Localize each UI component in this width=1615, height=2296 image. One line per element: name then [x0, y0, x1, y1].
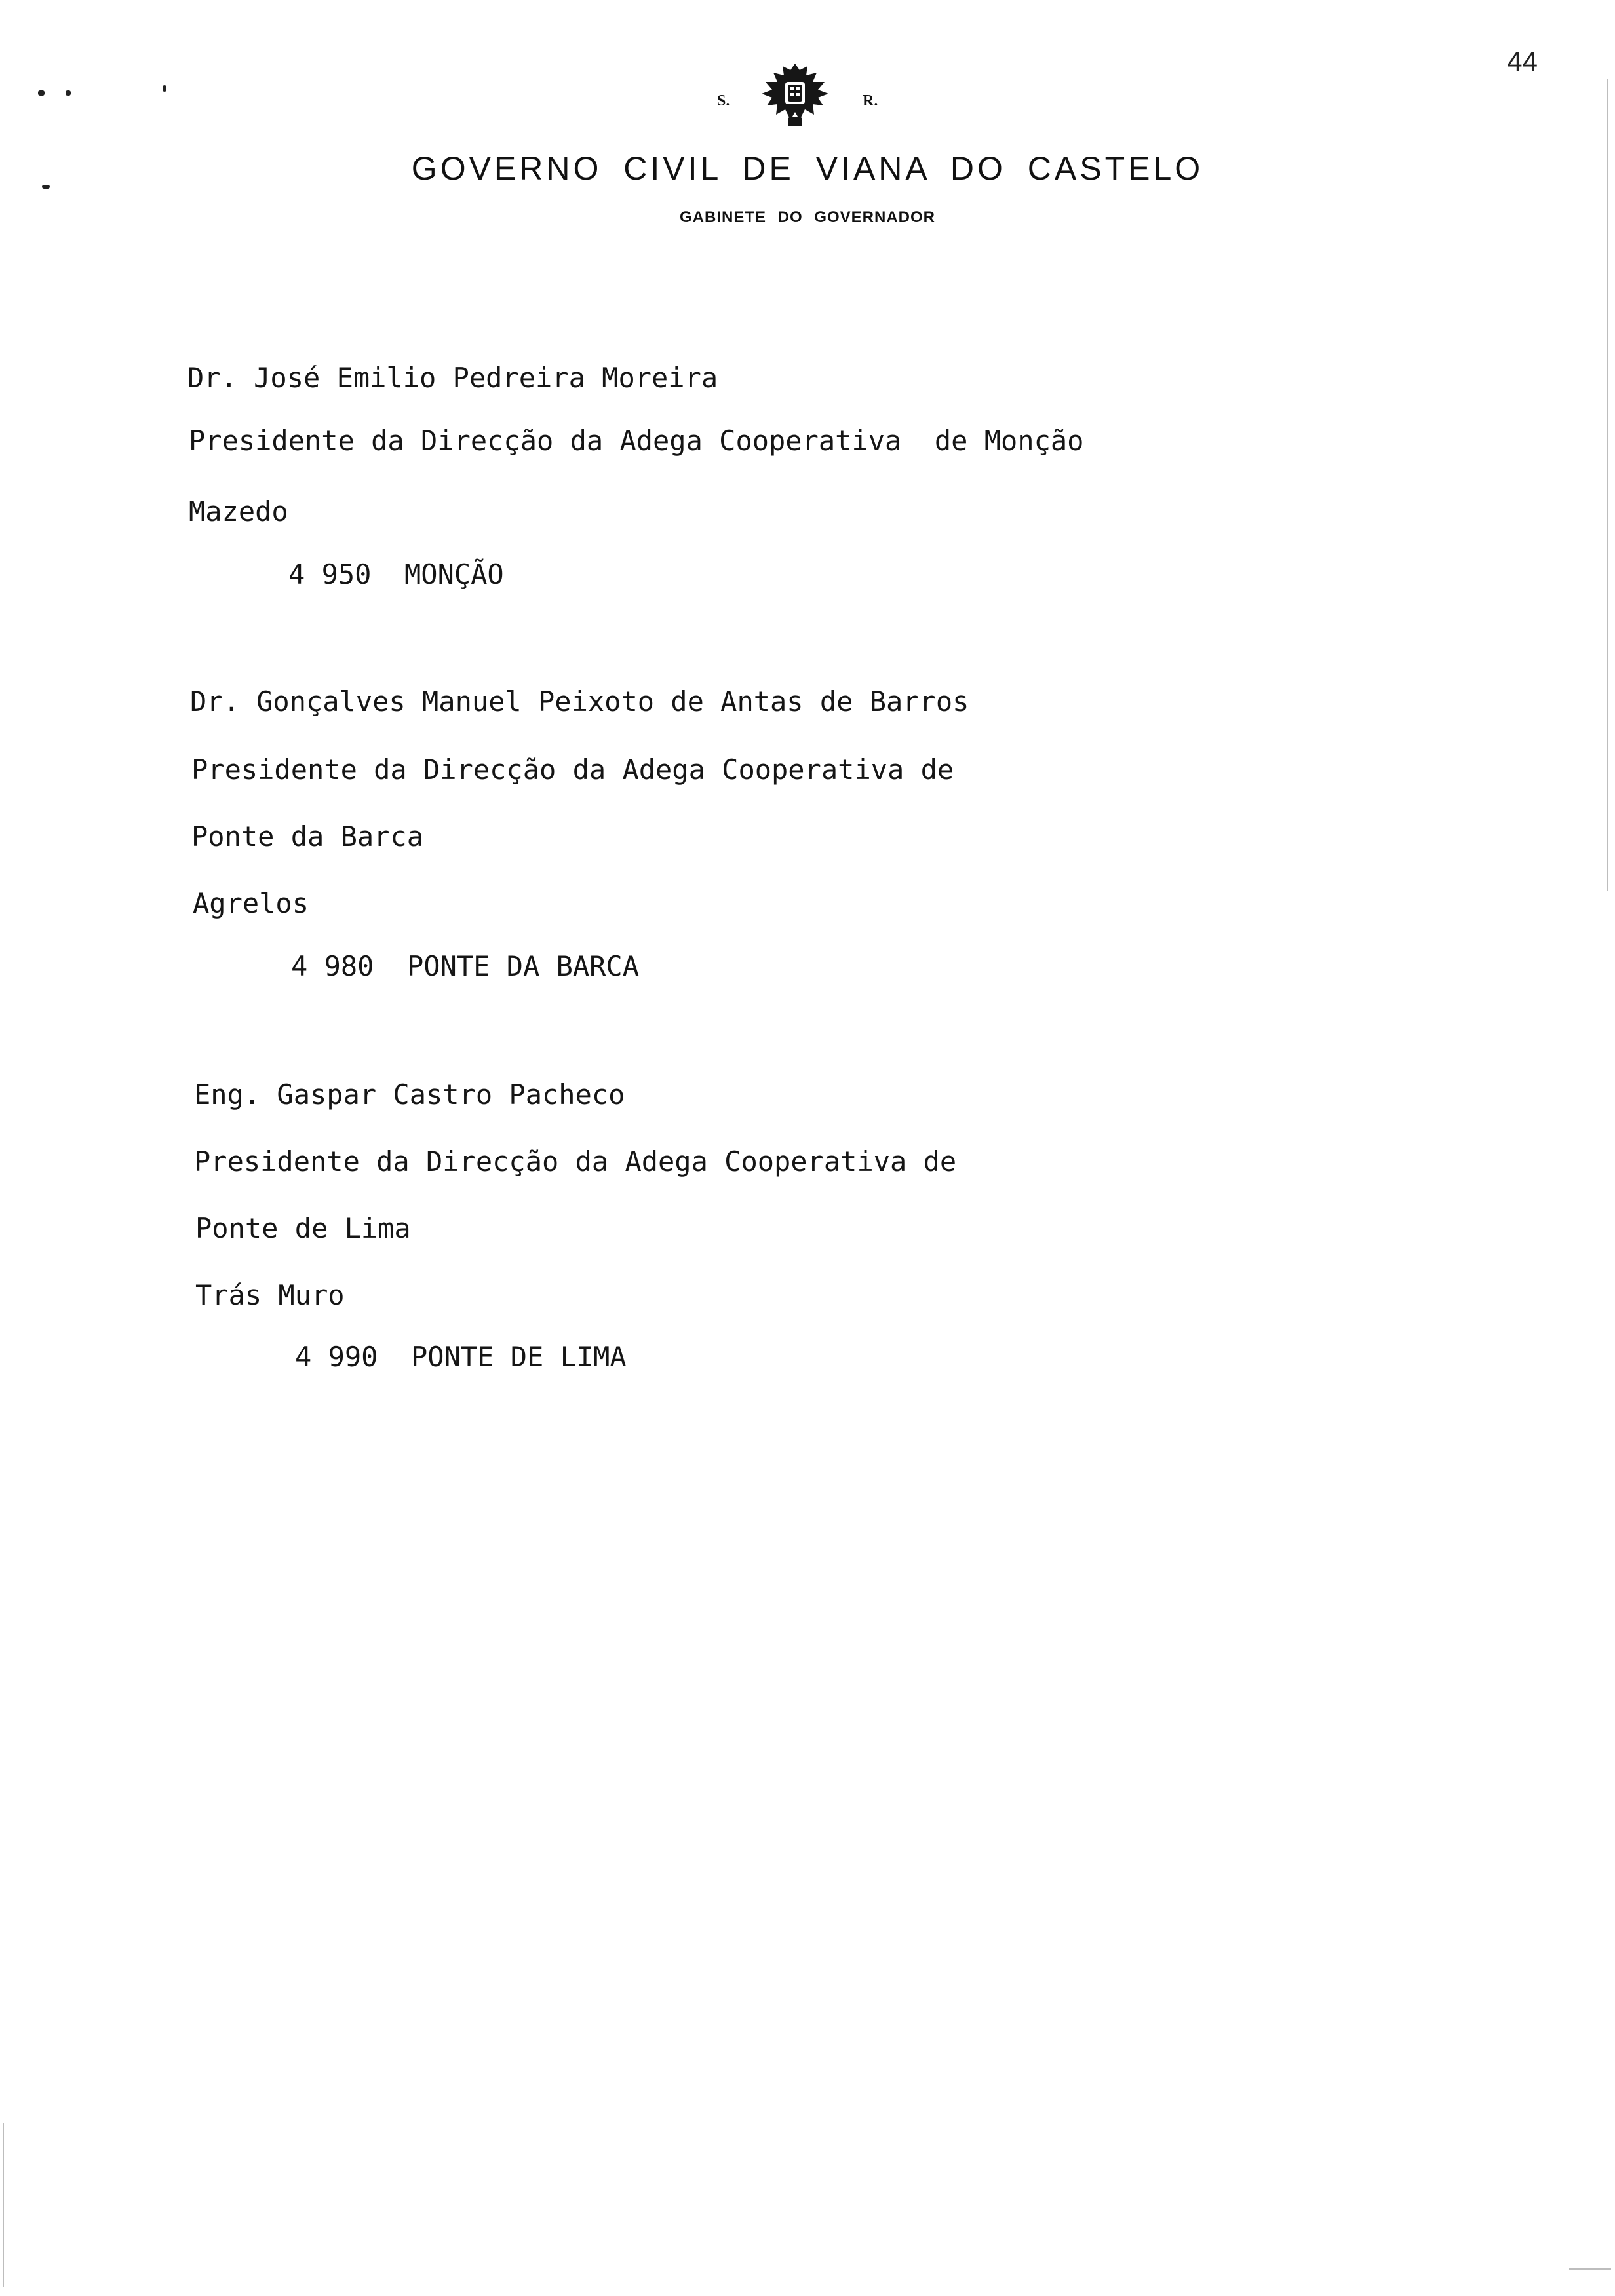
emblem-letter-r: R.: [863, 92, 878, 109]
letterhead-emblem: [0, 62, 1615, 134]
recipient-place: Mazedo: [189, 495, 288, 527]
coat-of-arms-icon: [752, 62, 838, 128]
recipient-name: Dr. Gonçalves Manuel Peixoto de Antas de Barros: [190, 685, 969, 718]
recipient-role-continued: Ponte da Barca: [191, 820, 424, 852]
scan-edge-line: [1607, 79, 1608, 891]
emblem-letter-s: S.: [717, 92, 730, 109]
recipient-postal: 4 950 MONÇÃO: [288, 558, 504, 590]
recipient-role-continued: Ponte de Lima: [195, 1212, 411, 1244]
recipient-postal: 4 980 PONTE DA BARCA: [291, 950, 640, 982]
recipient-role: Presidente da Direcção da Adega Cooperativa de: [191, 754, 954, 786]
recipient-name: Eng. Gaspar Castro Pacheco: [194, 1079, 625, 1111]
recipient-role: Presidente da Direcção da Adega Cooperativa de Monção: [189, 425, 1084, 457]
letterhead-title: GOVERNO CIVIL DE VIANA DO CASTELO: [411, 150, 1204, 187]
scan-edge-line: [3, 2123, 4, 2287]
recipient-place: Agrelos: [193, 887, 309, 919]
recipient-name: Dr. José Emilio Pedreira Moreira: [187, 362, 718, 394]
recipient-postal: 4 990 PONTE DE LIMA: [295, 1341, 627, 1373]
recipient-role: Presidente da Direcção da Adega Cooperativa de: [194, 1145, 957, 1177]
recipient-place: Trás Muro: [195, 1279, 345, 1311]
page-number: 44: [1507, 46, 1538, 77]
letterhead-subtitle: GABINETE DO GOVERNADOR: [679, 208, 936, 226]
scan-edge-line: [1569, 2268, 1611, 2270]
